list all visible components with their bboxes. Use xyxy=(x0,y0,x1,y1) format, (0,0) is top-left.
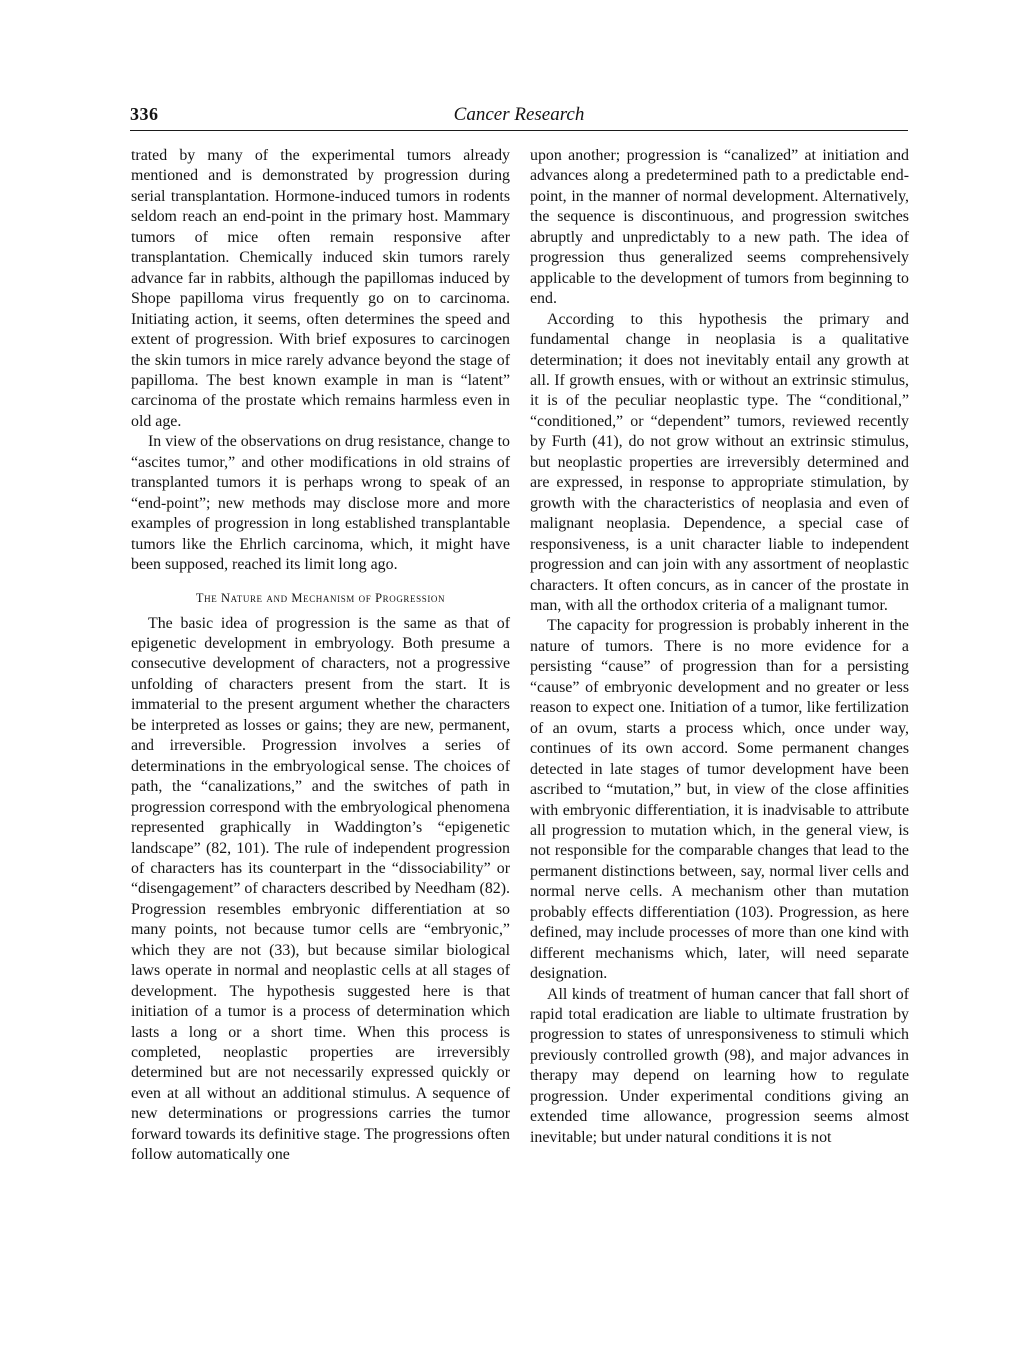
section-heading: The Nature and Mechanism of Progression xyxy=(195,590,446,605)
header-rule xyxy=(130,130,908,131)
paragraph: All kinds of treatment of human cancer that fall short of rapid total eradication are liable to ultimate frustration by progression to states of unresponsiveness to stimuli which previously controlled growth (98), and major advances in therapy may depend on learning how to regulate progression. Under experimental conditions giving an extended time allowance, progression seems almost inevitable; but under natural conditions it is not xyxy=(530,985,909,1146)
running-head xyxy=(130,104,908,130)
journal-title: Cancer Research xyxy=(453,104,585,125)
right-column xyxy=(530,146,909,1148)
paragraph: trated by many of the experimental tumors already mentioned and is demonstrated by progression during serial transplantation. Hormone-induced tumors in rodents seldom reach an end-point in the primary host. Mammary tumors of mice often remain responsive after transplantation. Chemically induced skin tumors rarely advance far in rabbits, although the papillomas induced by Shope papilloma virus frequently go on to carcinoma. Initiating action, it seems, often determines the speed and extent of progression. With brief exposures to carcinogen the skin tumors in mice rarely advance beyond the stage of papilloma. The best known example in man is “latent” carcinoma of the prostate which remains harmless even in old age. xyxy=(131,147,510,430)
paragraph: In view of the observations on drug resistance, change to “ascites tumor,” and other modifications in old strains of transplanted tumors it is perhaps wrong to speak of an “end-point”; new methods may disclose more and more examples of progression in long established transplantable tumors like the Ehrlich carcinoma, which, it might have been supposed, reached its limit long ago. xyxy=(131,433,510,574)
paragraph: upon another; progression is “canalized” at initiation and advances along a predetermined path to a predictable end-point, in the manner of normal development. Alternatively, the sequence is discontinuous, and progression switches abruptly and unpredictably to a new path. The idea of progression thus generalized seems comprehensively applicable to the development of tumors from beginning to end. xyxy=(530,147,909,308)
page-number: 336 xyxy=(130,104,159,124)
paragraph: According to this hypothesis the primary and fundamental change in neoplasia is a qualitative determination; it does not inevitably entail any growth at all. If growth ensues, with or without an extrinsic stimulus, it is of the peculiar neoplastic type. The “conditional,” “conditioned,” or “dependent” tumors, reviewed recently by Furth (41), do not grow without an extrinsic stimulus, but neoplastic properties are irreversibly determined and are expressed, in response to appropriate stimulation, by growth with the characteristics of neoplasia and even of malignant neoplasia. Dependence, a special case of responsiveness, is a unit character liable to independent progression and can join with any assortment of neoplastic characters. It often concurs, as in cancer of the prostate in man, with all the orthodox criteria of a malignant tumor. xyxy=(530,310,909,614)
paragraph: The capacity for progression is probably inherent in the nature of tumors. There is no more evidence for a persisting “cause” of progression than for a persisting “cause” of embryonic development and no greater or less reason to expect one. Initiation of a tumor, like fertilization of an ovum, starts a process which, once under way, continues of its own accord. Some permanent changes detected in late stages of tumor development have been ascribed to “mutation,” but, in view of the close affinities with embryonic differentiation, it is inadvisable to attribute all progression to mutation which, in the general view, is not responsible for the comparable changes that lead to the permanent distinctions between, say, normal liver cells and normal nerve cells. A mechanism other than mutation probably effects differentiation (103). Progression, as here defined, may include processes of more than one kind with different mechanisms which, later, will need separate designation. xyxy=(530,617,909,983)
paragraph: The basic idea of progression is the same as that of epigenetic development in embryology. Both presume a consecutive development of characters, not a progressive unfolding of characters present from the start. It is immaterial to the present argument whether the characters be interpreted as losses or gains; they are new, permanent, and irreversible. Progression involves a series of determinations in the embryological sense. The choices of path, the “canalizations,” and the switches of path in progression correspond with the embryological phenomena represented graphically in Waddington’s “epigenetic landscape” (82, 101). The rule of independent progression of characters has its counterpart in the “dissociability” or “disengagement” of characters described by Needham (82). Progression resembles embryonic differentiation at so many points, not because tumor cells are “embryonic,” which they are not (33), but because similar biological laws operate in normal and neoplastic cells at all stages of development. The hypothesis suggested here is that initiation of a tumor is a process of determination which lasts a long or a short time. When this process is completed, neoplastic properties are irreversibly determined but are not necessarily expressed quickly or even at all without an additional stimulus. A sequence of new determinations or progressions carries the tumor forward towards its definitive stage. The progressions often follow automatically one xyxy=(131,614,510,1164)
left-column xyxy=(131,146,510,1166)
